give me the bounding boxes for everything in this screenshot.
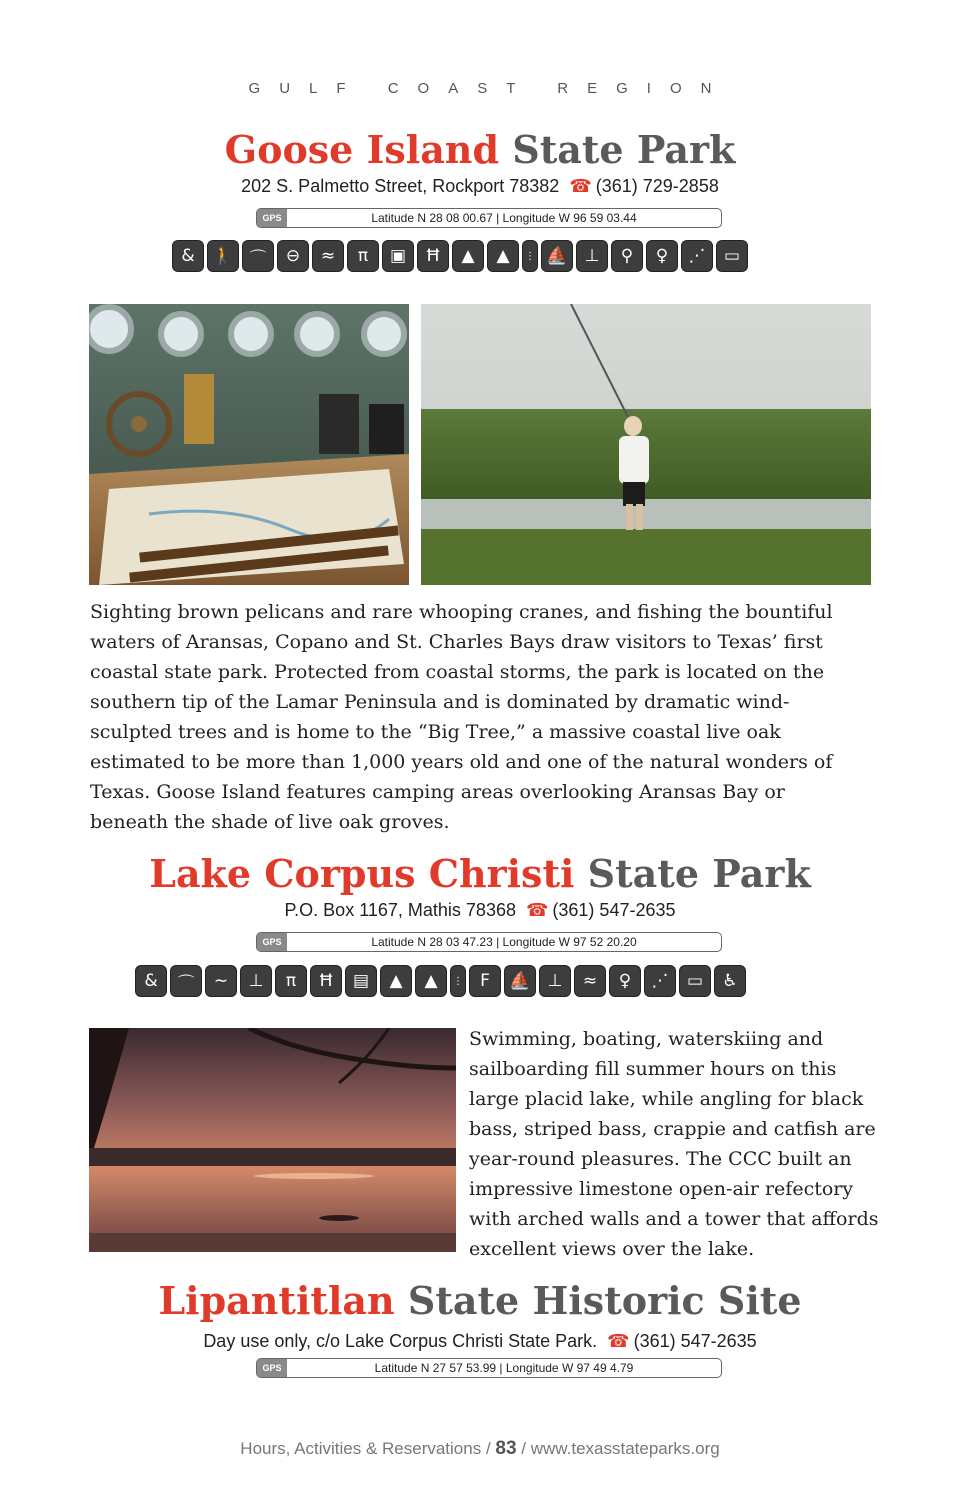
rv-icon: ▭ [679,965,711,997]
park-description: Sighting brown pelicans and rare whooping cranes, and fishing the bountiful waters of Aransas, Copano and St. Charles Bays draw visitors to Texas’ first coastal state park. Protected from coastal storms, the park is located on the southern tip of the Lamar Peninsula and is dominated by dramatic wind-sculpted trees and is home to the “Big Tree,” a massive coastal live oak estimated to be more than 1,000 years old and one of the natural wonders of Texas. Goose Island features camping areas overlooking Aransas Bay or beneath the shade of live oak groves. [90,601,833,833]
water-electric-camping-icon: ▲ [415,965,447,997]
fly-fishing-photo [421,304,871,585]
park-title [0,128,960,172]
fish-cleaning-icon: ≈ [574,965,606,997]
group-picnic-icon: Ħ [310,965,342,997]
ship-bridge-photo [89,304,409,585]
rv-icon: ▭ [716,240,748,272]
park-phone: (361) 729-2858 [595,176,719,196]
park-address: P.O. Box 1167, Mathis 78368 [284,900,516,920]
full-hookup-icon: F [469,965,501,997]
fishing-pier-icon: ⊥ [539,965,571,997]
shelter-icon: ▤ [345,965,377,997]
boat-ramp-icon: ⊖ [277,240,309,272]
park-address: Day use only, c/o Lake Corpus Christi State Park. [203,1331,598,1351]
park-name: Lake Corpus Christi [149,851,575,896]
park-phone: (361) 547-2635 [633,1331,757,1351]
fish-cleaning-icon: ≈ [312,240,344,272]
restrooms-icon: ♀ [646,240,678,272]
hiking-icon: 🚶 [207,240,239,272]
park-type: State Historic Site [407,1278,802,1323]
picnic-icon: π [347,240,379,272]
gps-coordinates: Latitude N 27 57 53.99 | Longitude W 97 49 4.79 [374,1361,634,1375]
lake-sunset-photo [89,1028,456,1252]
boat-icon: ⛵ [541,240,573,272]
fishing-pier-icon: ⊥ [576,240,608,272]
park-type: State Park [512,127,736,172]
group-picnic-icon: Ħ [417,240,449,272]
park-address-line [0,1331,960,1352]
cc-icon: & [135,965,167,997]
restroom-indicator-icon: ⋮ [522,240,538,272]
phone-icon: ☎ [525,900,549,920]
phone-icon: ☎ [607,1331,630,1351]
fishing-icon: ⌒ [170,965,202,997]
gps-bar [256,932,722,952]
cc-icon: & [172,240,204,272]
park-address-line [0,176,960,197]
phone-icon: ☎ [569,176,592,196]
gps-coordinates: Latitude N 28 08 00.67 | Longitude W 96 59 03.44 [371,211,637,225]
footer-left: Hours, Activities & Reservations / [240,1439,491,1458]
gps-coordinates: Latitude N 28 03 47.23 | Longitude W 97 52 20.20 [371,935,637,949]
swimming-icon: ∼ [205,965,237,997]
gift-shop-icon: ▣ [382,240,414,272]
park-title [0,1279,960,1323]
waterskiing-icon: ⊥ [240,965,272,997]
water-electric-camping-icon: ▲ [487,240,519,272]
gps-bar [256,1358,722,1378]
amenity-icons [172,240,748,272]
park-name: Goose Island [224,127,500,172]
tent-camping-icon: ▲ [380,965,412,997]
park-name: Lipantitlan [158,1278,395,1323]
amenity-icons [135,965,746,997]
park-address-line [0,900,960,921]
park-type: State Park [587,851,811,896]
page-footer [0,1438,960,1460]
boat-icon: ⛵ [504,965,536,997]
fishing-icon: ⌒ [242,240,274,272]
region-heading: GULF COAST REGION [248,80,731,97]
picnic-icon: π [275,965,307,997]
showers-icon: ⋰ [644,965,676,997]
showers-icon: ⋰ [681,240,713,272]
page-number: 83 [495,1438,517,1459]
fishing-icon: ⚲ [611,240,643,272]
park-description: Swimming, boating, waterskiing and sailboarding fill summer hours on this large placid lake, while angling for black bass, striped bass, crappie and catfish are year-round pleasures. The CCC built an impressive limestone open-air refectory with arched walls and a tower that affords excellent views over the lake. [469,1028,879,1260]
gps-tag: GPS [257,933,287,951]
gps-bar [256,208,722,228]
restrooms-icon: ♀ [609,965,641,997]
gps-tag: GPS [257,1359,287,1377]
park-phone: (361) 547-2635 [552,900,676,920]
tent-camping-icon: ▲ [452,240,484,272]
footer-website[interactable]: / www.texasstateparks.org [521,1439,720,1458]
gps-tag: GPS [257,209,287,227]
restroom-indicator-icon: ⋮ [450,965,466,997]
park-title [0,852,960,896]
park-address: 202 S. Palmetto Street, Rockport 78382 [241,176,560,196]
accessible-icon: ♿ [714,965,746,997]
